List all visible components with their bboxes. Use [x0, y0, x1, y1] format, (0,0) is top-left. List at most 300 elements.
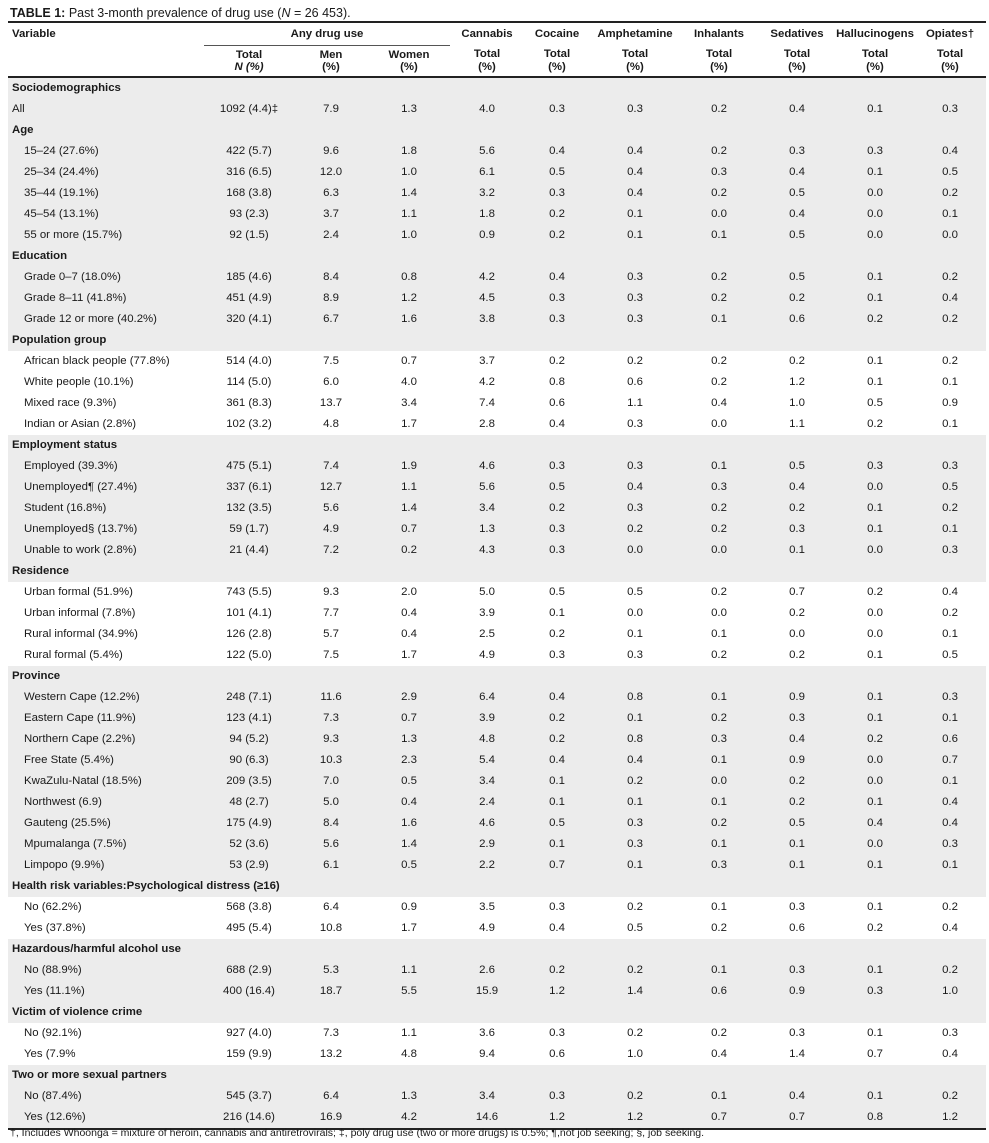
table-cell: 0.3: [590, 813, 680, 834]
table-cell: 0.3: [590, 99, 680, 120]
table-cell: 1.3: [450, 519, 524, 540]
row-label: Eastern Cape (11.9%): [8, 708, 204, 729]
table-row: [8, 603, 986, 624]
row-label: Urban informal (7.8%): [24, 607, 136, 620]
table-cell: 0.1: [836, 855, 914, 876]
table-cell: 185 (4.6): [204, 267, 294, 288]
table-cell: 0.0: [867, 607, 883, 620]
section-header: [8, 435, 986, 456]
header-variable: Variable: [12, 28, 56, 40]
table-row: [8, 834, 986, 855]
table-cell: 0.0: [680, 771, 758, 792]
table-cell: 743 (5.5): [226, 586, 272, 599]
table-body: [8, 77, 986, 1129]
table-row: [8, 267, 986, 288]
table-cell: 0.1: [836, 708, 914, 729]
section-title: Hazardous/harmful alcohol use: [8, 939, 986, 960]
table-cell: 5.5: [368, 981, 450, 1002]
table-cell: 0.4: [758, 477, 836, 498]
table-cell: 0.3: [524, 309, 590, 330]
table-cell: 3.4: [450, 1086, 524, 1107]
table-cell: 0.2: [942, 355, 958, 368]
table-cell: 4.2: [368, 1107, 450, 1129]
table-cell: 5.6: [450, 477, 524, 498]
header-cannabis: Cannabis: [461, 28, 513, 40]
table-cell: 0.0: [680, 540, 758, 561]
table-cell: 451 (4.9): [204, 288, 294, 309]
table-cell: 123 (4.1): [204, 708, 294, 729]
table-cell: 0.2: [914, 498, 986, 519]
table-cell: 0.3: [914, 834, 986, 855]
table-cell: 0.1: [836, 267, 914, 288]
table-cell: 320 (4.1): [204, 309, 294, 330]
table-cell: 0.1: [680, 225, 758, 246]
table-row: [8, 1107, 986, 1129]
row-label: No (62.2%): [24, 901, 82, 914]
table-cell: 0.2: [711, 649, 727, 662]
table-cell: 568 (3.8): [226, 901, 272, 914]
table-cell: 6.1: [450, 162, 524, 183]
table-cell: 0.0: [836, 771, 914, 792]
header-opiates: Opiates†: [925, 28, 975, 40]
table-cell: 0.2: [590, 960, 680, 981]
table-cell: 0.0: [590, 540, 680, 561]
table-cell: 0.4: [758, 204, 836, 225]
table-cell: 0.9: [758, 750, 836, 771]
table-cell: 0.9: [450, 225, 524, 246]
table-cell: 0.1: [680, 456, 758, 477]
table-cell: 4.9: [479, 649, 495, 662]
table-cell: 0.3: [680, 729, 758, 750]
table-cell: 1.9: [368, 456, 450, 477]
row-label: Unemployed§ (13.7%): [8, 519, 204, 540]
table-cell: 0.1: [680, 834, 758, 855]
table-row: [8, 624, 986, 645]
header-sub-blank: [8, 46, 204, 78]
table-cell: 1.4: [368, 834, 450, 855]
table-cell: 9.3: [323, 586, 339, 599]
table-cell: 1.1: [401, 1027, 417, 1040]
table-cell: 0.1: [867, 1027, 883, 1040]
table-cell: 2.6: [450, 960, 524, 981]
section-title: Residence: [8, 561, 986, 582]
table-cell: 0.1: [524, 771, 590, 792]
table-row: [8, 162, 986, 183]
table-cell: 122 (5.0): [226, 649, 272, 662]
table-cell: 0.2: [758, 498, 836, 519]
table-cell: 0.2: [914, 267, 986, 288]
table-cell: 0.4: [590, 141, 680, 162]
table-cell: 0.1: [680, 309, 758, 330]
table-cell: 0.4: [524, 750, 590, 771]
table-cell: 0.5: [758, 456, 836, 477]
header-total-pct: Total (%): [680, 46, 758, 78]
table-cell: 0.2: [680, 183, 758, 204]
table-row: [8, 729, 986, 750]
table-cell: 0.2: [758, 288, 836, 309]
table-cell: 0.2: [549, 628, 565, 641]
row-label: Free State (5.4%): [8, 750, 204, 771]
table-cell: 5.0: [479, 586, 495, 599]
table-cell: 0.2: [711, 1027, 727, 1040]
table-cell: 4.6: [450, 456, 524, 477]
table-cell: 0.1: [914, 855, 986, 876]
header-total-pct: Total (%): [524, 46, 590, 78]
table-cell: 10.8: [319, 922, 343, 935]
table-cell: 0.1: [867, 376, 883, 389]
table-cell: 1.3: [368, 1086, 450, 1107]
table-cell: 0.2: [914, 1086, 986, 1107]
table-row: [8, 498, 986, 519]
table-cell: 1.1: [368, 477, 450, 498]
table-cell: 0.4: [590, 162, 680, 183]
table-row: [8, 456, 986, 477]
section-title: Population group: [8, 330, 986, 351]
table-cell: 0.2: [867, 418, 883, 431]
table-cell: 0.3: [590, 288, 680, 309]
table-cell: 0.5: [524, 162, 590, 183]
header-total-pct: Total (%): [758, 46, 836, 78]
table-cell: 1.0: [368, 225, 450, 246]
section-header: [8, 561, 986, 582]
table-cell: 0.8: [549, 376, 565, 389]
table-cell: 159 (9.9): [226, 1048, 272, 1061]
table-cell: 52 (3.6): [204, 834, 294, 855]
table-cell: 168 (3.8): [204, 183, 294, 204]
table-cell: 0.0: [789, 628, 805, 641]
table-row: [8, 540, 986, 561]
header-amphetamine: Amphetamine: [597, 28, 673, 40]
row-label: Grade 12 or more (40.2%): [8, 309, 204, 330]
table-cell: 1.3: [368, 99, 450, 120]
row-label: 55 or more (15.7%): [8, 225, 204, 246]
table-cell: 0.6: [627, 376, 643, 389]
table-cell: 0.2: [680, 519, 758, 540]
header-inhalants: Inhalants: [693, 28, 744, 40]
table-cell: 8.9: [294, 288, 368, 309]
table-cell: 0.2: [914, 309, 986, 330]
table-cell: 0.3: [836, 141, 914, 162]
table-cell: 0.0: [914, 225, 986, 246]
table-cell: 1.0: [627, 1048, 643, 1061]
table-cell: 0.3: [590, 267, 680, 288]
table-cell: 209 (3.5): [204, 771, 294, 792]
table-cell: 9.3: [294, 729, 368, 750]
table-cell: 1.2: [368, 288, 450, 309]
table-row: [8, 1023, 986, 1044]
table-cell: 5.7: [323, 628, 339, 641]
table-cell: 0.2: [680, 267, 758, 288]
table-cell: 5.3: [294, 960, 368, 981]
table-cell: 0.8: [590, 687, 680, 708]
table-cell: 0.3: [549, 649, 565, 662]
table-cell: 0.5: [758, 813, 836, 834]
table-cell: 14.6: [450, 1107, 524, 1129]
table-cell: 0.1: [680, 750, 758, 771]
table-row: [8, 99, 986, 120]
table-cell: 0.1: [590, 855, 680, 876]
table-cell: 0.3: [758, 141, 836, 162]
table-cell: 0.5: [758, 267, 836, 288]
table-cell: 0.7: [401, 355, 417, 368]
row-label: Mpumalanga (7.5%): [8, 834, 204, 855]
table-cell: 6.7: [294, 309, 368, 330]
table-cell: 0.1: [627, 628, 643, 641]
table-cell: 1.0: [368, 162, 450, 183]
table-cell: 0.7: [914, 750, 986, 771]
table-cell: 0.1: [836, 99, 914, 120]
table-cell: 0.2: [789, 607, 805, 620]
header-total-pct: Total (%): [590, 46, 680, 78]
table-cell: 0.1: [914, 204, 986, 225]
table-cell: 0.3: [590, 498, 680, 519]
section-title: Province: [8, 666, 986, 687]
table-cell: 0.2: [914, 183, 986, 204]
table-cell: 7.4: [479, 397, 495, 410]
row-label: Yes (7.9%: [24, 1048, 76, 1061]
row-label: White people (10.1%): [24, 376, 134, 389]
table-cell: 0.2: [836, 309, 914, 330]
table-cell: 6.3: [294, 183, 368, 204]
row-label: 45–54 (13.1%): [8, 204, 204, 225]
table-cell: 3.9: [450, 708, 524, 729]
table-cell: 0.2: [789, 355, 805, 368]
header-any-drug-use: Any drug use: [204, 23, 450, 46]
table-cell: 3.4: [450, 771, 524, 792]
table-cell: 0.5: [914, 477, 986, 498]
table-cell: 0.3: [680, 477, 758, 498]
row-label: Western Cape (12.2%): [8, 687, 204, 708]
caption-label: TABLE 1:: [10, 6, 66, 20]
section-header: [8, 1002, 986, 1023]
row-label: Yes (11.1%): [8, 981, 204, 1002]
row-label: Northern Cape (2.2%): [8, 729, 204, 750]
table-cell: 3.6: [479, 1027, 495, 1040]
table-cell: 0.3: [590, 456, 680, 477]
table-cell: 0.4: [758, 99, 836, 120]
table-cell: 0.1: [836, 792, 914, 813]
table-cell: 0.2: [711, 376, 727, 389]
table-cell: 0.3: [524, 540, 590, 561]
table-cell: 0.5: [524, 813, 590, 834]
table-row: [8, 204, 986, 225]
table-row: [8, 183, 986, 204]
row-label: Gauteng (25.5%): [8, 813, 204, 834]
section-title: Health risk variables:Psychological distress (≥16): [8, 876, 986, 897]
table-cell: 0.4: [836, 813, 914, 834]
section-title: Victim of violence crime: [8, 1002, 986, 1023]
table-cell: 1.7: [401, 922, 417, 935]
table-cell: 0.1: [711, 628, 727, 641]
table-cell: 5.6: [294, 834, 368, 855]
table-cell: 3.4: [450, 498, 524, 519]
table-cell: 7.0: [294, 771, 368, 792]
table-cell: 92 (1.5): [204, 225, 294, 246]
caption-n-value: = 26 453).: [290, 6, 351, 20]
table-cell: 0.4: [401, 607, 417, 620]
header-men: Men (%): [294, 46, 368, 78]
table-row: [8, 1044, 986, 1065]
table-cell: 0.4: [758, 729, 836, 750]
table-cell: 0.1: [836, 498, 914, 519]
table-cell: 0.1: [836, 519, 914, 540]
table-cell: 0.1: [758, 540, 836, 561]
table-cell: 0.2: [680, 99, 758, 120]
table-cell: 1.8: [450, 204, 524, 225]
table-cell: 5.6: [294, 498, 368, 519]
table-cell: 1.4: [590, 981, 680, 1002]
table-cell: 7.5: [323, 649, 339, 662]
table-cell: 361 (8.3): [226, 397, 272, 410]
table-cell: 7.7: [323, 607, 339, 620]
table-cell: 3.9: [479, 607, 495, 620]
table-cell: 0.2: [627, 355, 643, 368]
table-cell: 0.1: [758, 834, 836, 855]
table-cell: 175 (4.9): [204, 813, 294, 834]
row-label: All: [8, 99, 204, 120]
table-cell: 114 (5.0): [226, 376, 272, 389]
table-cell: 2.9: [450, 834, 524, 855]
table-cell: 1.3: [368, 729, 450, 750]
table-cell: 400 (16.4): [204, 981, 294, 1002]
table-cell: 0.2: [789, 649, 805, 662]
table-row: [8, 141, 986, 162]
table-cell: 93 (2.3): [204, 204, 294, 225]
table-cell: 7.9: [294, 99, 368, 120]
table-row: [8, 414, 986, 435]
table-cell: 101 (4.1): [226, 607, 272, 620]
table-cell: 0.2: [836, 729, 914, 750]
table-cell: 9.6: [294, 141, 368, 162]
table-cell: 0.6: [549, 1048, 565, 1061]
table-cell: 0.3: [524, 288, 590, 309]
table-cell: 12.0: [294, 162, 368, 183]
table-row: [8, 771, 986, 792]
table-cell: 0.1: [590, 708, 680, 729]
table-cell: 7.4: [294, 456, 368, 477]
table-cell: 0.5: [914, 162, 986, 183]
table-caption: [10, 5, 351, 21]
table-row: [8, 393, 986, 414]
table-cell: 0.2: [524, 960, 590, 981]
header-total-pct: Total (%): [450, 46, 524, 78]
table-cell: 4.6: [450, 813, 524, 834]
table-cell: 0.3: [836, 981, 914, 1002]
table-cell: 0.2: [627, 1027, 643, 1040]
table-cell: 0.0: [836, 750, 914, 771]
row-label: Yes (37.8%): [24, 922, 86, 935]
table-cell: 0.1: [590, 225, 680, 246]
section-title: Employment status: [8, 435, 986, 456]
table-cell: 0.3: [914, 99, 986, 120]
table-cell: 0.3: [627, 649, 643, 662]
table-cell: 0.5: [627, 922, 643, 935]
table-cell: 7.3: [294, 708, 368, 729]
table-cell: 5.0: [294, 792, 368, 813]
table-row: [8, 708, 986, 729]
table-cell: 0.0: [627, 607, 643, 620]
table-cell: 13.2: [319, 1048, 343, 1061]
table-cell: 0.1: [590, 204, 680, 225]
table-cell: 1.2: [524, 1107, 590, 1129]
row-label: Mixed race (9.3%): [24, 397, 117, 410]
row-label: Urban formal (51.9%): [24, 586, 133, 599]
table-cell: 90 (6.3): [204, 750, 294, 771]
table-row: [8, 960, 986, 981]
row-label: Yes (12.6%): [8, 1107, 204, 1129]
table-cell: 0.7: [789, 586, 805, 599]
section-header: [8, 77, 986, 99]
row-label: Grade 8–11 (41.8%): [8, 288, 204, 309]
table-row: [8, 582, 986, 603]
table-row: [8, 645, 986, 666]
table-cell: 0.2: [711, 355, 727, 368]
table-cell: 0.1: [942, 628, 958, 641]
table-cell: 0.2: [914, 960, 986, 981]
table-cell: 0.2: [942, 607, 958, 620]
table-row: [8, 519, 986, 540]
table-cell: 0.4: [524, 141, 590, 162]
table-cell: 1092 (4.4)‡: [204, 99, 294, 120]
row-label: Grade 0–7 (18.0%): [8, 267, 204, 288]
table-cell: 0.3: [789, 901, 805, 914]
row-label: Rural informal (34.9%): [24, 628, 138, 641]
table-cell: 2.9: [368, 687, 450, 708]
table-cell: 0.4: [914, 141, 986, 162]
table-cell: 0.3: [758, 708, 836, 729]
row-label: 25–34 (24.4%): [8, 162, 204, 183]
table-cell: 3.8: [450, 309, 524, 330]
table-cell: 0.3: [942, 1027, 958, 1040]
table-cell: 0.0: [836, 225, 914, 246]
table-cell: 0.0: [836, 183, 914, 204]
table-cell: 0.1: [836, 687, 914, 708]
table-cell: 0.4: [401, 628, 417, 641]
table-cell: 0.1: [680, 687, 758, 708]
table-cell: 0.0: [680, 204, 758, 225]
section-header: [8, 1065, 986, 1086]
table-cell: 0.1: [549, 607, 565, 620]
table-cell: 3.2: [450, 183, 524, 204]
table-cell: 0.3: [524, 456, 590, 477]
table-cell: 422 (5.7): [204, 141, 294, 162]
caption-text: Past 3-month prevalence of drug use (: [68, 6, 282, 20]
row-label: No (88.9%): [8, 960, 204, 981]
table-cell: 495 (5.4): [226, 922, 272, 935]
table-cell: 0.2: [867, 922, 883, 935]
table-cell: 0.6: [914, 729, 986, 750]
table-cell: 16.9: [294, 1107, 368, 1129]
table-cell: 1.6: [368, 813, 450, 834]
table-cell: 0.3: [680, 855, 758, 876]
header-cocaine: Cocaine: [534, 28, 580, 40]
table-cell: 21 (4.4): [204, 540, 294, 561]
table-cell: 0.2: [867, 586, 883, 599]
table-cell: 0.6: [680, 981, 758, 1002]
table-cell: 4.8: [450, 729, 524, 750]
table-cell: 514 (4.0): [226, 355, 272, 368]
table-cell: 0.2: [758, 792, 836, 813]
table-cell: 0.4: [590, 750, 680, 771]
row-label: Unable to work (2.8%): [8, 540, 204, 561]
table-cell: 1.4: [368, 183, 450, 204]
table-cell: 1.4: [789, 1048, 805, 1061]
table-cell: 13.7: [319, 397, 343, 410]
table-cell: 2.4: [294, 225, 368, 246]
table-cell: 5.4: [450, 750, 524, 771]
table-cell: 6.4: [294, 1086, 368, 1107]
table-cell: 4.0: [450, 99, 524, 120]
